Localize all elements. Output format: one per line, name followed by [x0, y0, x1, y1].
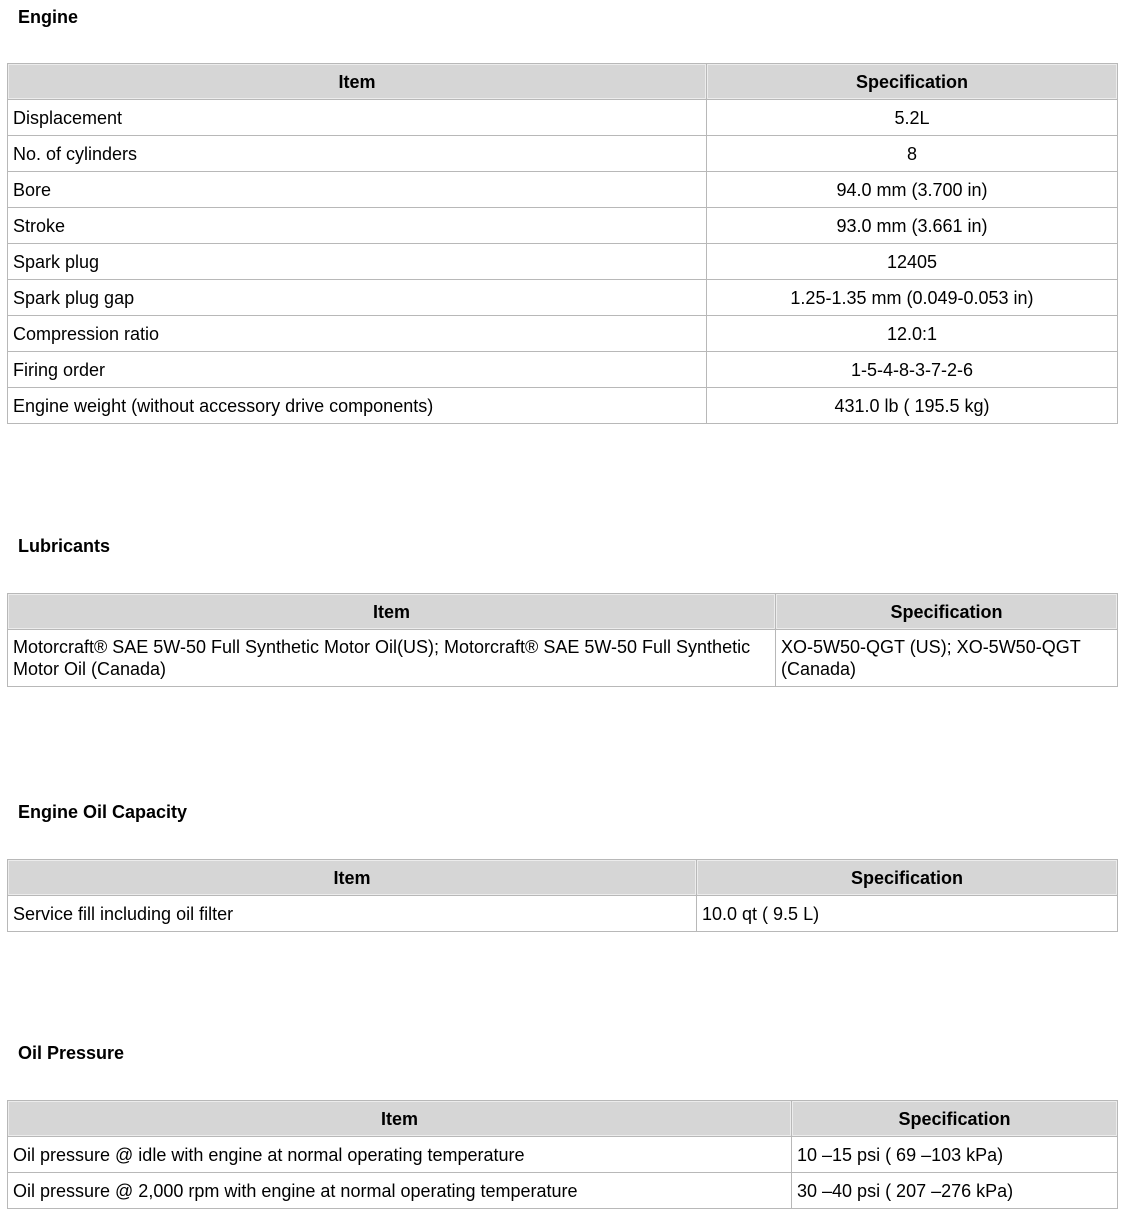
- column-header-specification: Specification: [707, 64, 1118, 100]
- spec-cell: 1.25-1.35 mm (0.049-0.053 in): [707, 280, 1118, 316]
- table-row: [8, 100, 1118, 136]
- table-header-row: [8, 594, 1118, 630]
- column-header-specification: Specification: [776, 594, 1118, 630]
- table-row: [8, 352, 1118, 388]
- spec-cell: 93.0 mm (3.661 in): [707, 208, 1118, 244]
- section-title-engine-oil-capacity: Engine Oil Capacity: [18, 802, 188, 822]
- engine-spec-table: [7, 63, 1118, 424]
- table-row: [8, 280, 1118, 316]
- item-cell: Service fill including oil filter: [8, 896, 697, 932]
- lubricants-spec-table: [7, 593, 1118, 687]
- spec-cell: 5.2L: [707, 100, 1118, 136]
- column-header-specification: Specification: [697, 860, 1118, 896]
- table-row: [8, 896, 1118, 932]
- column-header-item: Item: [8, 594, 776, 630]
- item-cell: Spark plug: [8, 244, 707, 280]
- table-row: [8, 1173, 1118, 1209]
- spec-cell: 12405: [707, 244, 1118, 280]
- item-cell: Oil pressure @ idle with engine at normal operating temperature: [8, 1137, 792, 1173]
- spec-cell: 431.0 lb ( 195.5 kg): [707, 388, 1118, 424]
- item-cell: Oil pressure @ 2,000 rpm with engine at normal operating temperature: [8, 1173, 792, 1209]
- table-row: [8, 208, 1118, 244]
- section-title-oil-pressure: Oil Pressure: [18, 1043, 125, 1063]
- table-row: [8, 316, 1118, 352]
- item-cell: Stroke: [8, 208, 707, 244]
- column-header-item: Item: [8, 64, 707, 100]
- table-header-row: [8, 1101, 1118, 1137]
- spec-cell: 10 –15 psi ( 69 –103 kPa): [792, 1137, 1118, 1173]
- item-cell: Compression ratio: [8, 316, 707, 352]
- item-cell: Spark plug gap: [8, 280, 707, 316]
- spec-cell: 10.0 qt ( 9.5 L): [697, 896, 1118, 932]
- section-title-lubricants: Lubricants: [18, 536, 111, 556]
- spec-cell: 8: [707, 136, 1118, 172]
- table-row: [8, 136, 1118, 172]
- item-cell: Engine weight (without accessory drive components): [8, 388, 707, 424]
- table-row: [8, 1137, 1118, 1173]
- table-header-row: [8, 860, 1118, 896]
- section-title-engine: Engine: [18, 7, 79, 27]
- engine-oil-capacity-spec-table: [7, 859, 1118, 932]
- item-cell: Firing order: [8, 352, 707, 388]
- column-header-item: Item: [8, 860, 697, 896]
- oil-pressure-spec-table: [7, 1100, 1118, 1209]
- spec-cell: 1-5-4-8-3-7-2-6: [707, 352, 1118, 388]
- table-row: [8, 172, 1118, 208]
- item-cell: No. of cylinders: [8, 136, 707, 172]
- table-row: [8, 388, 1118, 424]
- spec-cell: 30 –40 psi ( 207 –276 kPa): [792, 1173, 1118, 1209]
- spec-cell: 12.0:1: [707, 316, 1118, 352]
- table-header-row: [8, 64, 1118, 100]
- table-row: [8, 630, 1118, 687]
- column-header-item: Item: [8, 1101, 792, 1137]
- spec-cell: XO-5W50-QGT (US); XO-5W50-QGT (Canada): [776, 630, 1118, 687]
- item-cell: Motorcraft® SAE 5W-50 Full Synthetic Motor Oil(US); Motorcraft® SAE 5W-50 Full Synthetic Motor Oil (Canada): [8, 630, 776, 687]
- table-row: [8, 244, 1118, 280]
- item-cell: Displacement: [8, 100, 707, 136]
- column-header-specification: Specification: [792, 1101, 1118, 1137]
- spec-cell: 94.0 mm (3.700 in): [707, 172, 1118, 208]
- item-cell: Bore: [8, 172, 707, 208]
